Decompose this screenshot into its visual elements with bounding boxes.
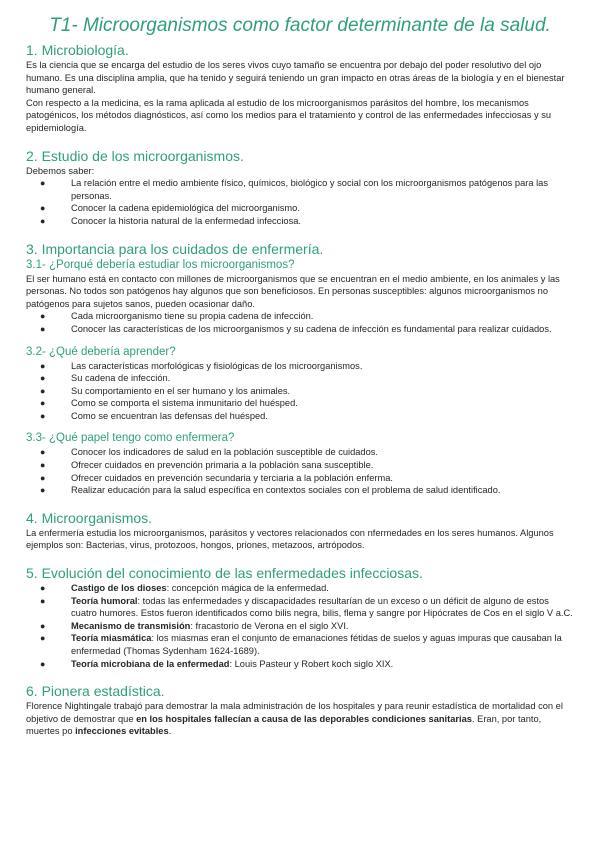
list-item: ● Conocer las características de los microorganismos y su cadena de infección es fundamental para realizar cuidados. [40,323,552,334]
bullet-icon: ● [40,360,46,371]
list-item: ● Su cadena de infección. [40,373,171,384]
section-3-heading: 3. Importancia para los cuidados de enfermería. [26,240,324,257]
section-3-3-list [26,446,574,496]
bullet-icon: ● [40,398,46,409]
bullet-icon: ● [40,178,46,189]
section-5-heading: 5. Evolución del conocimiento de las enfermedades infecciosas. [26,565,423,582]
bullet-icon: ● [40,583,46,594]
list-item: ● Su comportamiento en el ser humano y los animales. [40,385,291,396]
term: Teoría humoral [71,595,138,606]
section-3-2-list [26,360,574,423]
section-6-heading: 6. Pionera estadística. [26,683,165,700]
section-1-paragraph-1: Es la ciencia que se encarga del estudio de los seres vivos cuyo tamaño se encuentra por debajo del poder resolutivo del ojo humano. Es una disciplina amplia, que ha tenido y seguirá teniendo un gran impacto en otras áreas de la biología y en el bienestar humano general. [26,60,565,96]
list-item: ● Como se encuentran las defensas del huésped. [40,410,268,421]
list-item: ● Cada microorganismo tiene su propia cadena de infección. [40,311,314,322]
section-3-2-heading: 3.2- ¿Qué debería aprender? [26,345,176,358]
section-3-3-heading: 3.3- ¿Qué papel tengo como enfermera? [26,432,235,445]
section-6-paragraph: Florence Nightingale trabajó para demostrar la mala administración de los hospitales y para reunir estadística de mortalidad con el objetivo de demostrar que en los hospitales fallecían a causa de las deporables condiciones sanitarias. Eran, por tanto, muertes po infecciones evitables. [26,701,563,737]
section-3-1-paragraph: El ser humano está en contacto con millones de microorganismos que se encuentran en el medio ambiente, en los animales y las personas. No todos son patógenos hay algunos que son beneficiosos. En personas susceptibles: algunos microorganismos no patógenos para sujetos sanos, pueden ocasionar daño. [26,273,560,309]
list-item: ● Como se comporta el sistema inmunitario del huésped. [40,398,298,409]
section-5-list [26,582,574,670]
bullet-icon: ● [40,203,46,214]
bullet-icon: ● [40,472,46,483]
bullet-icon: ● [40,633,46,644]
list-item: ● La relación entre el medio ambiente físico, químicos, biológico y social con los microorganismos patógenos para las personas. [40,178,548,201]
bullet-icon: ● [40,485,46,496]
section-2-heading: 2. Estudio de los microorganismos. [26,147,244,164]
bullet-icon: ● [40,447,46,458]
list-item: ● Teoría miasmática: los miasmas eran el conjunto de emanaciones fétidas de suelos y aguas impuras que causaban la enfermedad (Thomas Sydenham 1624-1689). [40,633,562,656]
list-item: ● Ofrecer cuidados en prevención primaria a la población sana susceptible. [40,460,374,471]
bullet-icon: ● [40,373,46,384]
bullet-icon: ● [40,460,46,471]
list-item: ● Conocer la historia natural de la enfermedad infecciosa. [40,215,301,226]
bullet-icon: ● [40,595,46,606]
list-item: ● Teoría microbiana de la enfermedad: Louis Pasteur y Robert koch siglo XIX. [40,658,394,669]
section-2-list [26,177,574,227]
list-item: ● Realizar educación para la salud específica en contextos sociales con el problema de salud identificado. [40,485,501,496]
bullet-icon: ● [40,311,46,322]
term: Teoría microbiana de la enfermedad [71,658,230,669]
section-1-heading: 1. Microbiología. [26,42,129,58]
list-item: ● Las características morfológicas y fisiológicas de los microorganismos. [40,360,363,371]
bullet-icon: ● [40,658,46,669]
section-4-heading: 4. Microorganismos. [26,509,153,526]
section-2-intro: Debemos saber: [26,165,95,176]
section-3-1-heading: 3.1- ¿Porqué debería estudiar los microorganismos? [26,258,295,271]
section-4-paragraph: La enfermería estudia los microorganismos, parásitos y vectores relacionados con nfermedades en los seres humanos. Algunos ejemplos son: Bacterias, virus, protozoos, hongos, priones, metazoos, artrópodos. [26,527,554,551]
bullet-icon: ● [40,215,46,226]
bullet-icon: ● [40,385,46,396]
term: Mecanismo de transmisión [71,620,191,631]
bullet-icon: ● [40,620,46,631]
list-item: ● Mecanismo de transmisión: fracastorio de Verona en el siglo XVI. [40,620,349,631]
list-item: ● Castigo de los dioses: concepción mágica de la enfermedad. [40,583,329,594]
section-1-paragraph-2: Con respecto a la medicina, es la rama aplicada al estudio de los microorganismos parásitos del hombre, los mecanismos patogénicos, los métodos diagnósticos, así como los medios para el tratamiento y control de las enfermedades infecciosas y su epidemiología. [26,97,552,133]
list-item: ● Teoría humoral: todas las enfermedades y discapacidades resultarían de un exceso o un déficit de alguno de estos cuatro humores. Estos fueron identificados como bilis negra, bilis, flema y sangre por Hipócrates de Cos en el siglo V a.C. [40,595,573,619]
list-item: ● Ofrecer cuidados en prevención secundaria y terciaria a la población enferma. [40,472,393,483]
list-item: ● Conocer los indicadores de salud en la población susceptible de cuidados. [40,447,378,458]
section-3-1-list [26,310,574,335]
list-item: ● Conocer la cadena epidemiológica del microorganismo. [40,203,300,214]
bullet-icon: ● [40,323,46,334]
document-title: T1- Microorganismos como factor determinante de la salud. [49,15,551,36]
term: Teoría miasmática [71,633,152,644]
bullet-icon: ● [40,410,46,421]
term: Castigo de los dioses [71,583,167,594]
